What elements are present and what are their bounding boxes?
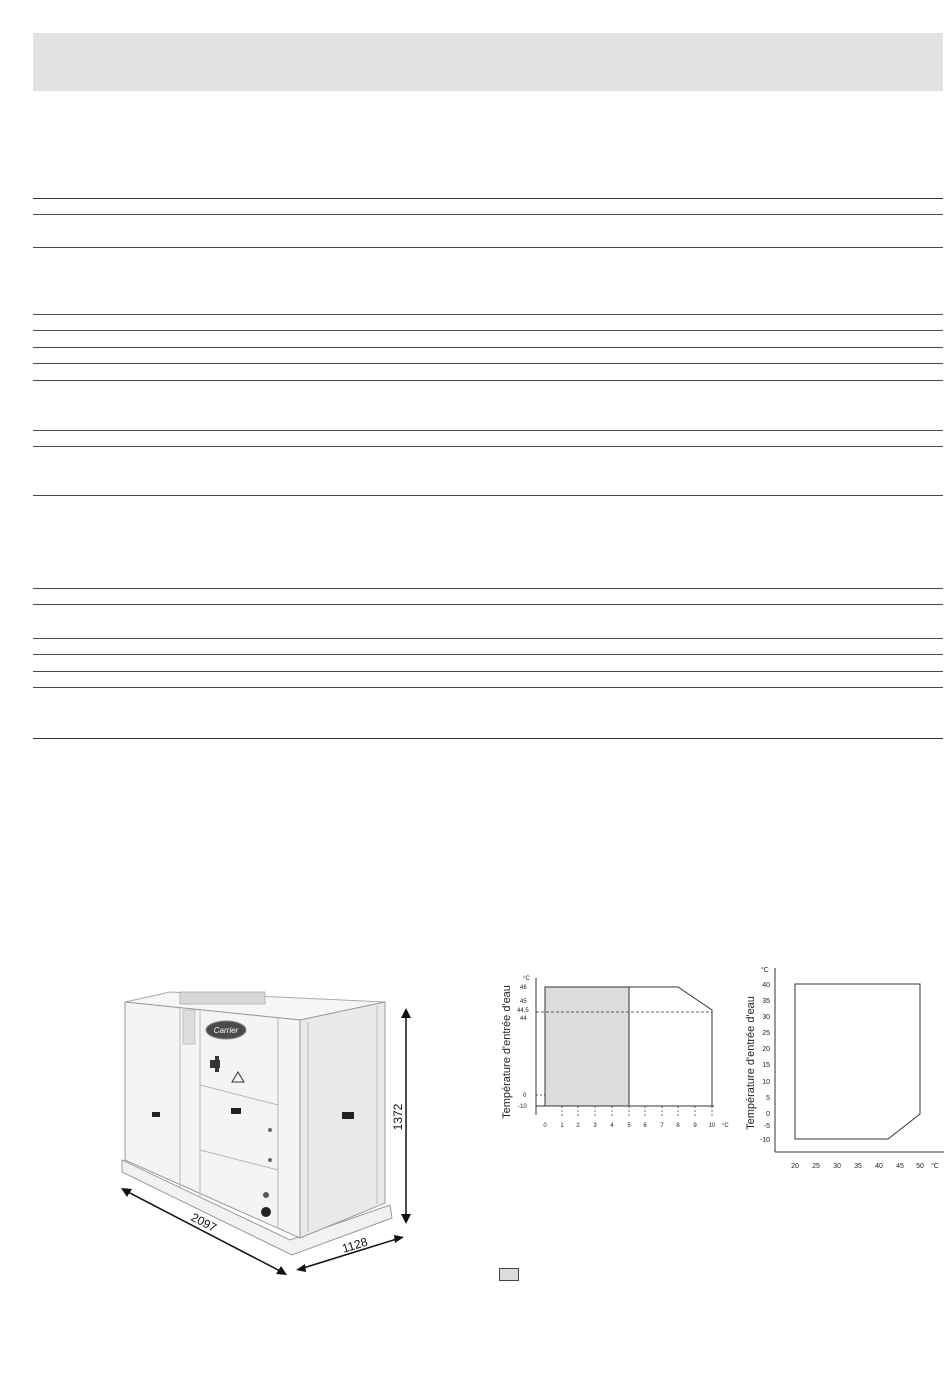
y-tick-label: 35	[762, 998, 770, 1005]
x-tick-label: 6	[643, 1123, 647, 1129]
y-tick-label: 15	[762, 1062, 770, 1069]
x-tick-label: 8	[676, 1123, 680, 1129]
table-rule	[33, 330, 943, 331]
x-unit-label: °C	[931, 1163, 939, 1170]
table-rule	[33, 214, 943, 215]
y-tick-label: 0	[523, 1093, 527, 1099]
dimension-width: 1128	[340, 1234, 370, 1256]
chart-envelope	[795, 984, 920, 1139]
x-tick-label: 50	[916, 1163, 924, 1170]
x-tick-label: 5	[627, 1123, 631, 1129]
section-header-band	[33, 33, 943, 91]
y-tick-label: 20	[762, 1046, 770, 1053]
y-tick-label: 25	[762, 1030, 770, 1037]
table-rule	[33, 198, 943, 199]
x-tick-label: 35	[854, 1163, 862, 1170]
x-tick-label: 9	[693, 1123, 697, 1129]
y-tick-label: 30	[762, 1014, 770, 1021]
x-tick-label: 25	[812, 1163, 820, 1170]
x-tick-label: 0	[543, 1123, 547, 1129]
y-tick-label: 5	[766, 1095, 770, 1102]
chart-shaded-region	[545, 987, 629, 1106]
table-rule	[33, 430, 943, 431]
y-tick-label: 45	[520, 999, 527, 1005]
x-tick-label: 1	[560, 1123, 564, 1129]
x-tick-label: 20	[791, 1163, 799, 1170]
table-rule	[33, 347, 943, 348]
legend-swatch-shaded	[499, 1268, 519, 1281]
y-tick-label: 44,5	[517, 1008, 529, 1014]
chart-left	[495, 972, 740, 1132]
y-axis-label: Température d'entrée d'eau	[501, 985, 513, 1119]
x-tick-label: 40	[875, 1163, 883, 1170]
table-rule	[33, 687, 943, 688]
table-rule	[33, 446, 943, 447]
y-tick-label: 40	[762, 982, 770, 989]
y-tick-label: 0	[766, 1111, 770, 1118]
x-unit-label: °C	[722, 1123, 729, 1129]
y-tick-label: 10	[762, 1079, 770, 1086]
table-rule	[33, 588, 943, 589]
x-tick-label: 30	[833, 1163, 841, 1170]
x-tick-label: 4	[610, 1123, 614, 1129]
table-rule	[33, 247, 943, 248]
x-tick-label: 45	[896, 1163, 904, 1170]
carrier-logo: Carrier	[213, 1026, 239, 1035]
y-tick-label: -10	[518, 1104, 527, 1110]
y-unit-label: °C	[523, 976, 530, 982]
table-rule	[33, 738, 943, 739]
y-unit-label: °C	[761, 967, 769, 974]
chart-right	[740, 962, 948, 1174]
x-tick-label: 3	[593, 1123, 597, 1129]
table-rule	[33, 654, 943, 655]
y-tick-label: 46	[520, 985, 527, 991]
dimension-length: 2097	[188, 1210, 219, 1235]
table-rule	[33, 671, 943, 672]
table-rule	[33, 380, 943, 381]
table-rule	[33, 495, 943, 496]
y-axis-label: Température d'entrée d'eau	[745, 996, 757, 1130]
y-tick-label: 44	[520, 1016, 527, 1022]
unit-illustration	[110, 990, 440, 1285]
table-rule	[33, 363, 943, 364]
x-tick-label: 7	[660, 1123, 664, 1129]
dimension-height: 1372	[391, 1103, 405, 1131]
x-tick-label: 10	[708, 1123, 716, 1129]
x-tick-label: 2	[576, 1123, 580, 1129]
table-rule	[33, 314, 943, 315]
y-tick-label: -10	[759, 1137, 770, 1144]
table-rule	[33, 604, 943, 605]
table-rule	[33, 638, 943, 639]
y-tick-label: -5	[763, 1123, 770, 1130]
